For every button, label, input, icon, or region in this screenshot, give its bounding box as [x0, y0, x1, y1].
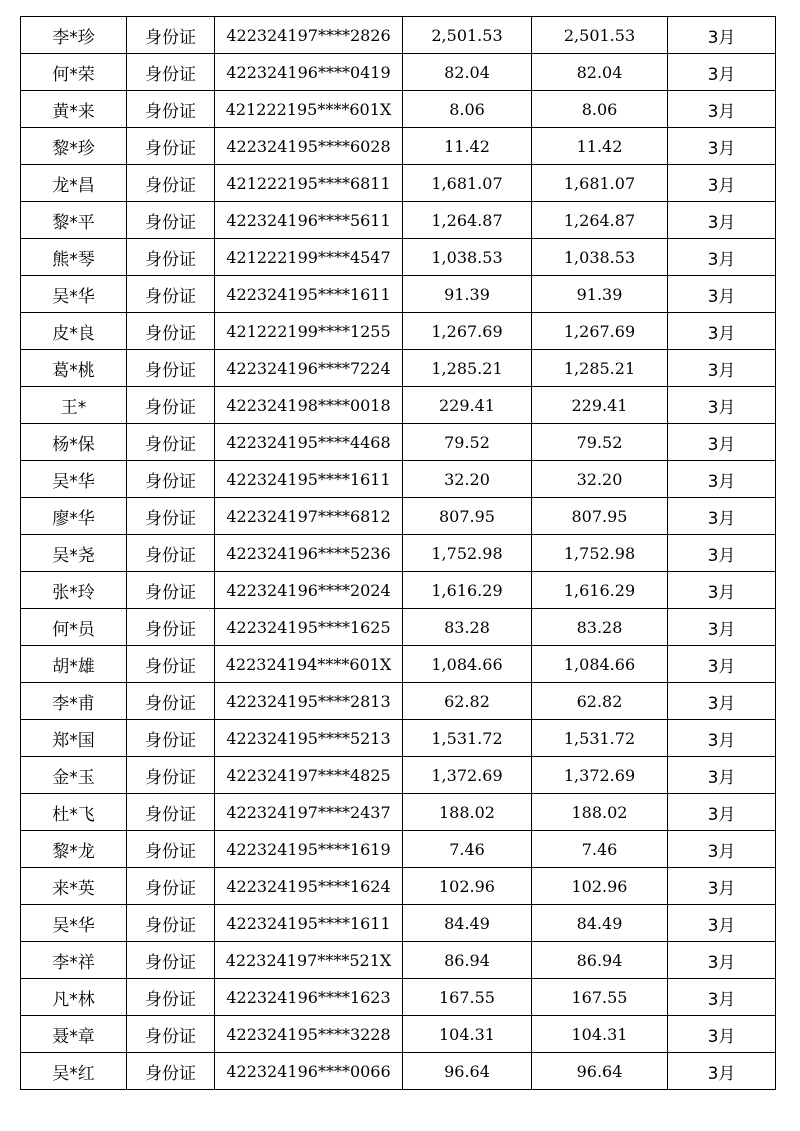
paid-amount-cell: 1,038.53 — [532, 239, 668, 276]
amount-cell: 188.02 — [403, 794, 532, 831]
id-type-cell: 身份证 — [127, 165, 215, 202]
table-row — [21, 868, 776, 905]
table-row — [21, 942, 776, 979]
amount-cell: 96.64 — [403, 1053, 532, 1090]
id-number-cell: 422324197****521X — [215, 942, 403, 979]
name-cell: 何*员 — [21, 609, 127, 646]
id-number-cell: 422324196****0419 — [215, 54, 403, 91]
paid-amount-cell: 83.28 — [532, 609, 668, 646]
month-cell: 3月 — [668, 646, 776, 683]
amount-cell: 7.46 — [403, 831, 532, 868]
id-number-cell: 421222199****4547 — [215, 239, 403, 276]
table-row — [21, 387, 776, 424]
table-body — [21, 17, 776, 1090]
month-cell: 3月 — [668, 350, 776, 387]
amount-cell: 167.55 — [403, 979, 532, 1016]
name-cell: 黎*珍 — [21, 128, 127, 165]
amount-cell: 83.28 — [403, 609, 532, 646]
month-cell: 3月 — [668, 1053, 776, 1090]
month-cell: 3月 — [668, 609, 776, 646]
id-type-cell: 身份证 — [127, 424, 215, 461]
name-cell: 吴*红 — [21, 1053, 127, 1090]
id-type-cell: 身份证 — [127, 17, 215, 54]
id-type-cell: 身份证 — [127, 461, 215, 498]
paid-amount-cell: 62.82 — [532, 683, 668, 720]
id-number-cell: 422324197****2437 — [215, 794, 403, 831]
name-cell: 吴*华 — [21, 276, 127, 313]
month-cell: 3月 — [668, 202, 776, 239]
month-cell: 3月 — [668, 942, 776, 979]
name-cell: 郑*国 — [21, 720, 127, 757]
name-cell: 李*珍 — [21, 17, 127, 54]
paid-amount-cell: 104.31 — [532, 1016, 668, 1053]
id-number-cell: 422324195****4468 — [215, 424, 403, 461]
amount-cell: 1,038.53 — [403, 239, 532, 276]
name-cell: 廖*华 — [21, 498, 127, 535]
month-cell: 3月 — [668, 128, 776, 165]
paid-amount-cell: 11.42 — [532, 128, 668, 165]
id-type-cell: 身份证 — [127, 1053, 215, 1090]
paid-amount-cell: 229.41 — [532, 387, 668, 424]
table-row — [21, 350, 776, 387]
id-number-cell: 422324197****4825 — [215, 757, 403, 794]
name-cell: 胡*雄 — [21, 646, 127, 683]
amount-cell: 91.39 — [403, 276, 532, 313]
table-row — [21, 461, 776, 498]
id-number-cell: 422324195****1611 — [215, 461, 403, 498]
id-number-cell: 422324195****1611 — [215, 905, 403, 942]
id-type-cell: 身份证 — [127, 239, 215, 276]
id-type-cell: 身份证 — [127, 794, 215, 831]
month-cell: 3月 — [668, 535, 776, 572]
amount-cell: 807.95 — [403, 498, 532, 535]
amount-cell: 86.94 — [403, 942, 532, 979]
month-cell: 3月 — [668, 905, 776, 942]
table-row — [21, 498, 776, 535]
paid-amount-cell: 84.49 — [532, 905, 668, 942]
id-number-cell: 422324196****5611 — [215, 202, 403, 239]
name-cell: 何*荣 — [21, 54, 127, 91]
id-type-cell: 身份证 — [127, 757, 215, 794]
paid-amount-cell: 79.52 — [532, 424, 668, 461]
table-row — [21, 831, 776, 868]
paid-amount-cell: 8.06 — [532, 91, 668, 128]
table-row — [21, 165, 776, 202]
table-row — [21, 1053, 776, 1090]
month-cell: 3月 — [668, 17, 776, 54]
month-cell: 3月 — [668, 572, 776, 609]
paid-amount-cell: 32.20 — [532, 461, 668, 498]
table-row — [21, 757, 776, 794]
paid-amount-cell: 91.39 — [532, 276, 668, 313]
table-row — [21, 54, 776, 91]
amount-cell: 82.04 — [403, 54, 532, 91]
paid-amount-cell: 1,267.69 — [532, 313, 668, 350]
amount-cell: 84.49 — [403, 905, 532, 942]
paid-amount-cell: 1,616.29 — [532, 572, 668, 609]
id-number-cell: 422324195****5213 — [215, 720, 403, 757]
paid-amount-cell: 1,681.07 — [532, 165, 668, 202]
id-number-cell: 422324196****5236 — [215, 535, 403, 572]
table-row — [21, 17, 776, 54]
table-row — [21, 646, 776, 683]
month-cell: 3月 — [668, 1016, 776, 1053]
amount-cell: 229.41 — [403, 387, 532, 424]
amount-cell: 102.96 — [403, 868, 532, 905]
amount-cell: 1,681.07 — [403, 165, 532, 202]
paid-amount-cell: 1,752.98 — [532, 535, 668, 572]
amount-cell: 1,264.87 — [403, 202, 532, 239]
id-number-cell: 422324195****1619 — [215, 831, 403, 868]
amount-cell: 1,372.69 — [403, 757, 532, 794]
id-type-cell: 身份证 — [127, 387, 215, 424]
name-cell: 聂*章 — [21, 1016, 127, 1053]
name-cell: 杜*飞 — [21, 794, 127, 831]
amount-cell: 11.42 — [403, 128, 532, 165]
id-type-cell: 身份证 — [127, 313, 215, 350]
id-type-cell: 身份证 — [127, 905, 215, 942]
id-number-cell: 421222199****1255 — [215, 313, 403, 350]
table-row — [21, 202, 776, 239]
id-type-cell: 身份证 — [127, 202, 215, 239]
name-cell: 吴*华 — [21, 461, 127, 498]
id-type-cell: 身份证 — [127, 1016, 215, 1053]
id-number-cell: 421222195****601X — [215, 91, 403, 128]
paid-amount-cell: 102.96 — [532, 868, 668, 905]
month-cell: 3月 — [668, 239, 776, 276]
month-cell: 3月 — [668, 313, 776, 350]
id-number-cell: 422324194****601X — [215, 646, 403, 683]
paid-amount-cell: 2,501.53 — [532, 17, 668, 54]
month-cell: 3月 — [668, 794, 776, 831]
id-type-cell: 身份证 — [127, 868, 215, 905]
paid-amount-cell: 1,372.69 — [532, 757, 668, 794]
amount-cell: 104.31 — [403, 1016, 532, 1053]
name-cell: 吴*华 — [21, 905, 127, 942]
paid-amount-cell: 807.95 — [532, 498, 668, 535]
name-cell: 凡*林 — [21, 979, 127, 1016]
month-cell: 3月 — [668, 276, 776, 313]
id-number-cell: 422324195****2813 — [215, 683, 403, 720]
id-type-cell: 身份证 — [127, 535, 215, 572]
table-row — [21, 609, 776, 646]
id-type-cell: 身份证 — [127, 831, 215, 868]
subsidy-table — [20, 16, 776, 1090]
id-number-cell: 422324195****1624 — [215, 868, 403, 905]
month-cell: 3月 — [668, 831, 776, 868]
paid-amount-cell: 82.04 — [532, 54, 668, 91]
name-cell: 金*玉 — [21, 757, 127, 794]
month-cell: 3月 — [668, 720, 776, 757]
paid-amount-cell: 1,084.66 — [532, 646, 668, 683]
table-row — [21, 91, 776, 128]
table-row — [21, 979, 776, 1016]
id-number-cell: 422324198****0018 — [215, 387, 403, 424]
id-type-cell: 身份证 — [127, 128, 215, 165]
name-cell: 杨*保 — [21, 424, 127, 461]
month-cell: 3月 — [668, 683, 776, 720]
table-row — [21, 683, 776, 720]
name-cell: 李*祥 — [21, 942, 127, 979]
paid-amount-cell: 167.55 — [532, 979, 668, 1016]
name-cell: 吴*尧 — [21, 535, 127, 572]
amount-cell: 8.06 — [403, 91, 532, 128]
month-cell: 3月 — [668, 165, 776, 202]
paid-amount-cell: 1,285.21 — [532, 350, 668, 387]
id-number-cell: 422324197****2826 — [215, 17, 403, 54]
id-number-cell: 422324195****3228 — [215, 1016, 403, 1053]
amount-cell: 2,501.53 — [403, 17, 532, 54]
id-number-cell: 422324197****6812 — [215, 498, 403, 535]
id-number-cell: 422324196****2024 — [215, 572, 403, 609]
id-type-cell: 身份证 — [127, 720, 215, 757]
id-type-cell: 身份证 — [127, 572, 215, 609]
amount-cell: 79.52 — [403, 424, 532, 461]
table-row — [21, 535, 776, 572]
name-cell: 皮*良 — [21, 313, 127, 350]
month-cell: 3月 — [668, 868, 776, 905]
id-type-cell: 身份证 — [127, 276, 215, 313]
table-row — [21, 572, 776, 609]
id-type-cell: 身份证 — [127, 979, 215, 1016]
month-cell: 3月 — [668, 757, 776, 794]
name-cell: 李*甫 — [21, 683, 127, 720]
id-number-cell: 421222195****6811 — [215, 165, 403, 202]
name-cell: 黎*龙 — [21, 831, 127, 868]
name-cell: 熊*琴 — [21, 239, 127, 276]
name-cell: 来*英 — [21, 868, 127, 905]
id-number-cell: 422324196****7224 — [215, 350, 403, 387]
month-cell: 3月 — [668, 91, 776, 128]
paid-amount-cell: 7.46 — [532, 831, 668, 868]
amount-cell: 1,531.72 — [403, 720, 532, 757]
month-cell: 3月 — [668, 54, 776, 91]
id-number-cell: 422324195****1611 — [215, 276, 403, 313]
name-cell: 王* — [21, 387, 127, 424]
id-number-cell: 422324196****1623 — [215, 979, 403, 1016]
amount-cell: 1,084.66 — [403, 646, 532, 683]
id-type-cell: 身份证 — [127, 646, 215, 683]
month-cell: 3月 — [668, 498, 776, 535]
paid-amount-cell: 86.94 — [532, 942, 668, 979]
id-type-cell: 身份证 — [127, 350, 215, 387]
amount-cell: 62.82 — [403, 683, 532, 720]
table-row — [21, 313, 776, 350]
paid-amount-cell: 188.02 — [532, 794, 668, 831]
amount-cell: 1,616.29 — [403, 572, 532, 609]
paid-amount-cell: 1,531.72 — [532, 720, 668, 757]
month-cell: 3月 — [668, 979, 776, 1016]
amount-cell: 1,267.69 — [403, 313, 532, 350]
id-number-cell: 422324196****0066 — [215, 1053, 403, 1090]
table-row — [21, 276, 776, 313]
month-cell: 3月 — [668, 387, 776, 424]
paid-amount-cell: 1,264.87 — [532, 202, 668, 239]
table-row — [21, 424, 776, 461]
name-cell: 葛*桃 — [21, 350, 127, 387]
id-type-cell: 身份证 — [127, 498, 215, 535]
amount-cell: 32.20 — [403, 461, 532, 498]
amount-cell: 1,752.98 — [403, 535, 532, 572]
id-type-cell: 身份证 — [127, 683, 215, 720]
table-row — [21, 128, 776, 165]
id-type-cell: 身份证 — [127, 91, 215, 128]
month-cell: 3月 — [668, 424, 776, 461]
id-type-cell: 身份证 — [127, 609, 215, 646]
name-cell: 黎*平 — [21, 202, 127, 239]
name-cell: 黄*来 — [21, 91, 127, 128]
table-row — [21, 794, 776, 831]
id-number-cell: 422324195****1625 — [215, 609, 403, 646]
table-row — [21, 239, 776, 276]
month-cell: 3月 — [668, 461, 776, 498]
id-number-cell: 422324195****6028 — [215, 128, 403, 165]
name-cell: 张*玲 — [21, 572, 127, 609]
name-cell: 龙*昌 — [21, 165, 127, 202]
table-row — [21, 905, 776, 942]
paid-amount-cell: 96.64 — [532, 1053, 668, 1090]
table-row — [21, 1016, 776, 1053]
id-type-cell: 身份证 — [127, 942, 215, 979]
table-row — [21, 720, 776, 757]
id-type-cell: 身份证 — [127, 54, 215, 91]
amount-cell: 1,285.21 — [403, 350, 532, 387]
